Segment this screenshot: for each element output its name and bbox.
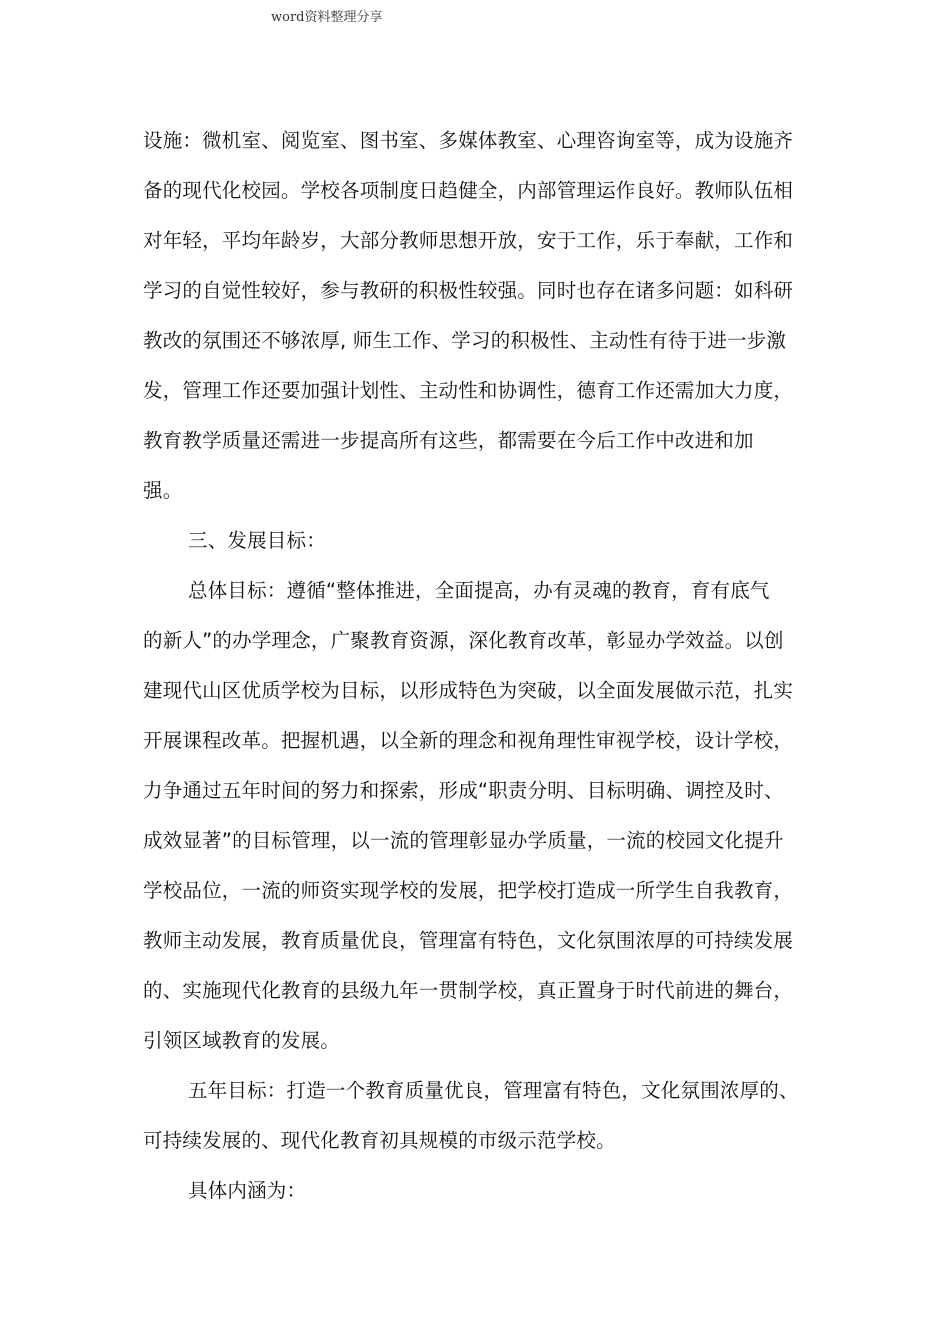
text-line: 教育教学质量还需进一步提高所有这些，都需要在今后工作中改进和加 (143, 429, 754, 452)
text-line: 引领区域教育的发展。 (143, 1029, 341, 1052)
text-line: 教改的氛围还不够浓厚, 师生工作、学习的积极性、主动性有待于进一步激 (143, 329, 787, 352)
text-line: 成效显著”的目标管理，以一流的管理彰显办学质量，一流的校园文化提升 (143, 829, 784, 852)
text-line: 教师主动发展，教育质量优良，管理富有特色，文化氛围浓厚的可持续发展 (143, 929, 794, 952)
text-line: 可持续发展的、现代化教育初具规模的市级示范学校。 (143, 1129, 616, 1152)
section-heading: 三、发展目标： (188, 529, 326, 552)
text-line: 力争通过五年时间的努力和探索，形成“职责分明、目标明确、调控及时、 (143, 779, 784, 802)
text-line: 的、实施现代化教育的县级九年一贯制学校，真正置身于时代前进的舞台， (143, 979, 794, 1002)
text-line: 强。 (143, 479, 183, 502)
text-line: 学校品位，一流的师资实现学校的发展，把学校打造成一所学生自我教育， (143, 879, 794, 902)
text-line: 学习的自觉性较好，参与教研的积极性较强。同时也存在诸多问题：如科研 (143, 279, 794, 302)
text-line: 的新人”的办学理念，广聚教育资源，深化教育改革，彰显办学效益。以创 (143, 629, 784, 652)
text-line: 备的现代化校园。学校各项制度日趋健全，内部管理运作良好。教师队伍相 (143, 179, 794, 202)
text-line: 建现代山区优质学校为目标，以形成特色为突破，以全面发展做示范，扎实 (143, 679, 794, 702)
text-line: 总体目标：遵循“整体推进，全面提高，办有灵魂的教育，育有底气 (188, 579, 770, 602)
text-line: 开展课程改革。把握机遇，以全新的理念和视角理性审视学校，设计学校， (143, 729, 794, 752)
text-line: 设施：微机室、阅览室、图书室、多媒体教室、心理咨询室等，成为设施齐 (143, 129, 794, 152)
text-line: 发，管理工作还要加强计划性、主动性和协调性，德育工作还需加大力度， (143, 379, 794, 402)
text-line: 五年目标：打造一个教育质量优良，管理富有特色，文化氛围浓厚的、 (188, 1079, 799, 1102)
text-line: 具体内涵为： (188, 1179, 307, 1202)
page-header: word资料整理分享 (271, 10, 383, 25)
text-line: 对年轻，平均年龄岁，大部分教师思想开放，安于工作，乐于奉献，工作和 (143, 229, 794, 252)
